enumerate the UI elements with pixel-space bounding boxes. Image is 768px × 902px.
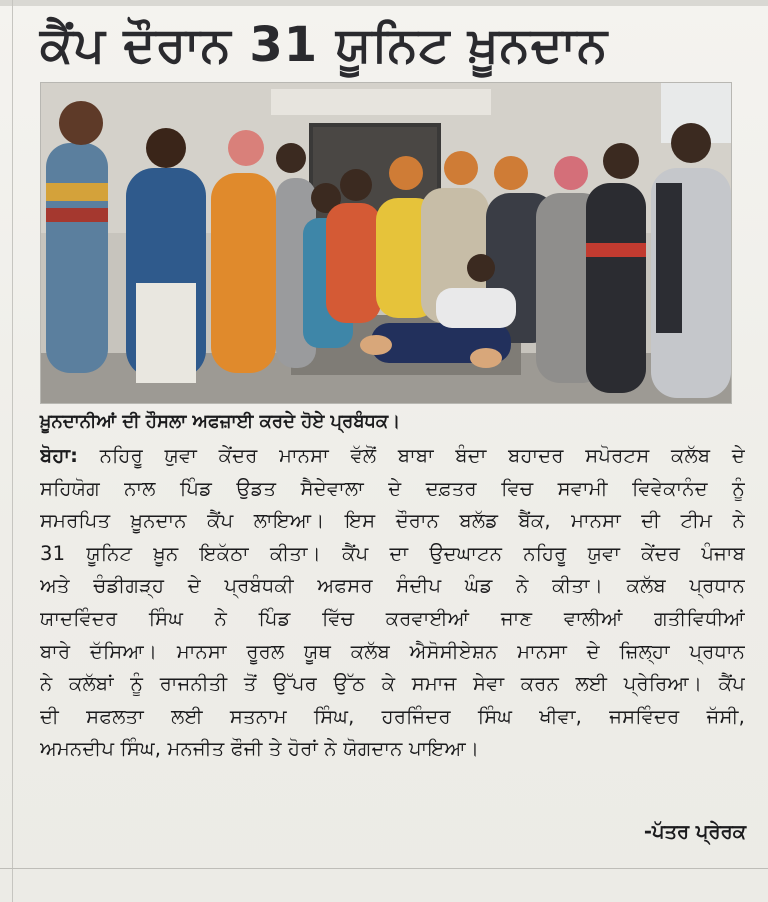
byline: -ਪੱਤਰ ਪ੍ਰੇਰਕ — [643, 820, 746, 843]
body-line: ਅਤੇ ਚੰਡੀਗੜ੍ਹ ਦੇ ਪ੍ਰਬੰਧਕੀ ਅਫਸਰ ਸੰਦੀਪ ਘੰਡ ਨੇ ਕੀਤਾ। ਕਲੱਬ ਪ੍ਰਧਾਨ — [40, 574, 745, 598]
news-photo — [40, 82, 732, 404]
body-line: ਸਹਿਯੋਗ ਨਾਲ ਪਿੰਡ ਉਡਤ ਸੈਦੇਵਾਲਾ ਦੇ ਦਫ਼ਤਰ ਵਿਚ ਸਵਾਮੀ ਵਿਵੇਕਾਨੰਦ ਨੂੰ — [40, 476, 745, 500]
photo-caption: ਖ਼ੂਨਦਾਨੀਆਂ ਦੀ ਹੌਸਲਾ ਅਫਜ਼ਾਈ ਕਰਦੇ ਹੋਏ ਪ੍ਰਬੰਧਕ। — [40, 411, 401, 432]
body-line: ਅਮਨਦੀਪ ਸਿੰਘ, ਮਨਜੀਤ ਫੌਜੀ ਤੇ ਹੋਰਾਂ ਨੇ ਯੋਗਦਾਨ ਪਾਇਆ। — [40, 737, 480, 761]
bottom-border — [0, 868, 768, 869]
article-headline: ਕੈਂਪ ਦੌਰਾਨ 31 ਯੂਨਿਟ ਖ਼ੂਨਦਾਨ — [40, 17, 609, 73]
body-line: 31 ਯੂਨਿਟ ਖ਼ੂਨ ਇਕੱਠਾ ਕੀਤਾ। ਕੈਂਪ ਦਾ ਉਦਘਾਟਨ ਨਹਿਰੂ ਯੁਵਾ ਕੇਂਦਰ ਪੰਜਾਬ — [40, 541, 745, 565]
article-body — [40, 440, 745, 860]
column-rule — [12, 0, 13, 902]
group-photo-illustration — [41, 83, 731, 403]
dateline: ਬੋਹਾ: — [40, 444, 79, 467]
body-line-text: ਨਹਿਰੂ ਯੁਵਾ ਕੇਂਦਰ ਮਾਨਸਾ ਵੱਲੋਂ ਬਾਬਾ ਬੰਦਾ ਬਹਾਦਰ ਸਪੋਰਟਸ ਕਲੱਬ ਦੇ — [99, 444, 745, 467]
top-border — [0, 0, 768, 6]
body-line: ਸਮਰਪਿਤ ਖ਼ੂਨਦਾਨ ਕੈਂਪ ਲਾਇਆ। ਇਸ ਦੌਰਾਨ ਬਲੱਡ ਬੈਂਕ, ਮਾਨਸਾ ਦੀ ਟੀਮ ਨੇ — [40, 509, 745, 533]
body-line — [40, 440, 745, 473]
body-line: ਬਾਰੇ ਦੱਸਿਆ। ਮਾਨਸਾ ਰੂਰਲ ਯੂਥ ਕਲੱਬ ਐਸੋਸੀਏਸ਼ਨ ਮਾਨਸਾ ਦੇ ਜ਼ਿਲ੍ਹਾ ਪ੍ਰਧਾਨ — [40, 639, 745, 663]
body-line: ਨੇ ਕਲੱਬਾਂ ਨੂੰ ਰਾਜਨੀਤੀ ਤੋਂ ਉੱਪਰ ਉੱਠ ਕੇ ਸਮਾਜ ਸੇਵਾ ਕਰਨ ਲਈ ਪ੍ਰੇਰਿਆ। ਕੈਂਪ — [40, 672, 745, 696]
body-line: ਯਾਦਵਿੰਦਰ ਸਿੰਘ ਨੇ ਪਿੰਡ ਵਿੱਚ ਕਰਵਾਈਆਂ ਜਾਣ ਵਾਲੀਆਂ ਗਤੀਵਿਧੀਆਂ — [40, 606, 745, 630]
body-line: ਦੀ ਸਫਲਤਾ ਲਈ ਸਤਨਾਮ ਸਿੰਘ, ਹਰਜਿੰਦਰ ਸਿੰਘ ਖੀਵਾ, ਜਸਵਿੰਦਰ ਜੱਸੀ, — [40, 704, 745, 728]
